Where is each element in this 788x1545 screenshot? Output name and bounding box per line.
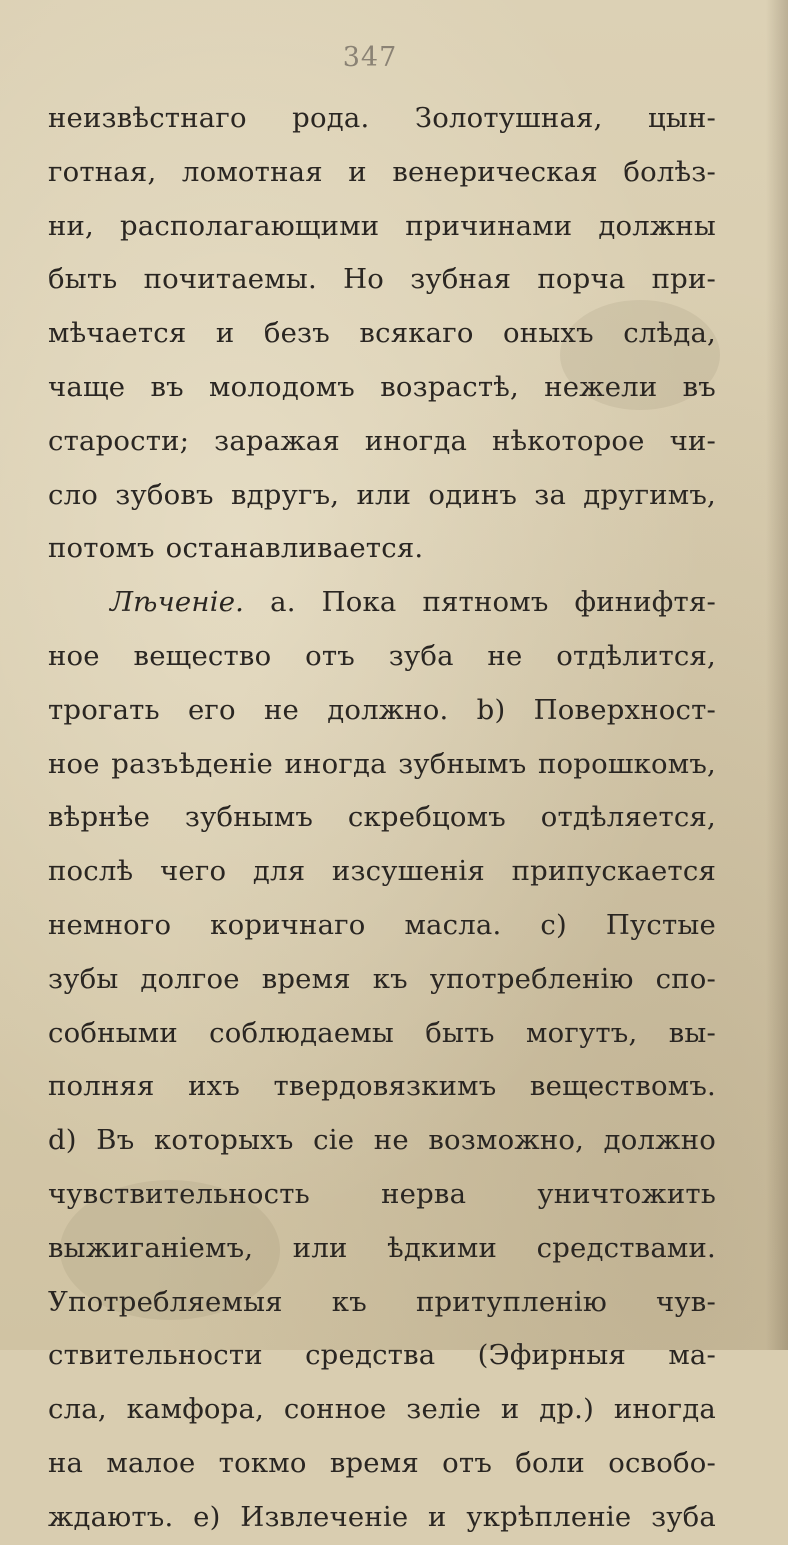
text-line: ное вещество отъ зуба не отдѣлится,: [48, 639, 716, 672]
text-line: ное разъѣденіе иногда зубнымъ порошкомъ,: [48, 747, 716, 780]
text-line: послѣ чего для изсушенія припускается: [48, 855, 716, 888]
text-line: мѣчается и безъ всякаго оныхъ слѣда,: [48, 317, 716, 350]
text-line: чаще въ молодомъ возрастѣ, нежели въ: [48, 370, 716, 403]
treatment-first-line-text: а. Пока пятномъ финифтя-: [270, 586, 716, 619]
text-line: вѣрнѣе зубнымъ скребцомъ отдѣляется,: [48, 801, 716, 834]
text-line: собными соблюдаемы быть могутъ, вы-: [48, 1016, 716, 1049]
text-line: чувствительность нерва уничтожить: [48, 1177, 716, 1210]
text-line: Употребляемыя къ притупленію чув-: [48, 1285, 716, 1318]
text-line: выжиганіемъ, или ѣдкими средствами.: [48, 1231, 716, 1264]
page-number: 347: [342, 42, 398, 73]
text-line: зубы долгое время къ употребленію спо-: [48, 962, 716, 995]
text-line: потомъ останавливается.: [48, 532, 424, 565]
text-line: ствительности средства (Эфирныя ма-: [48, 1339, 716, 1372]
text-line: старости; заражая иногда нѣкоторое чи-: [48, 424, 716, 457]
text-line: на малое токмо время отъ боли освобо-: [48, 1446, 716, 1479]
text-line: трогать его не должно. b) Поверхност-: [48, 693, 716, 726]
text-line: d) Въ которыхъ сіе не возможно, должно: [48, 1124, 716, 1157]
text-line: неизвѣстнаго рода. Золотушная, цын-: [48, 102, 716, 134]
text-line: сла, камфора, сонное зеліе и др.) иногда: [48, 1393, 716, 1426]
text-line: полняя ихъ твердовязкимъ веществомъ.: [48, 1070, 716, 1103]
text-line: ждаютъ. e) Извлеченіе и укрѣпленіе зуба: [48, 1500, 716, 1533]
text-line: быть почитаемы. Но зубная порча при-: [48, 263, 716, 296]
page-edge-shadow: [766, 0, 788, 1350]
treatment-heading: Лѣченіе.: [110, 586, 245, 619]
body-text: [48, 92, 716, 1545]
treatment-first-line: [48, 576, 716, 630]
text-line: готная, ломотная и венерическая болѣз-: [48, 155, 716, 188]
text-line: ни, располагающими причинами должны: [48, 209, 716, 242]
text-line: сло зубовъ вдругъ, или одинъ за другимъ,: [48, 478, 716, 511]
text-line: немного коричнаго масла. c) Пустые: [48, 908, 716, 941]
